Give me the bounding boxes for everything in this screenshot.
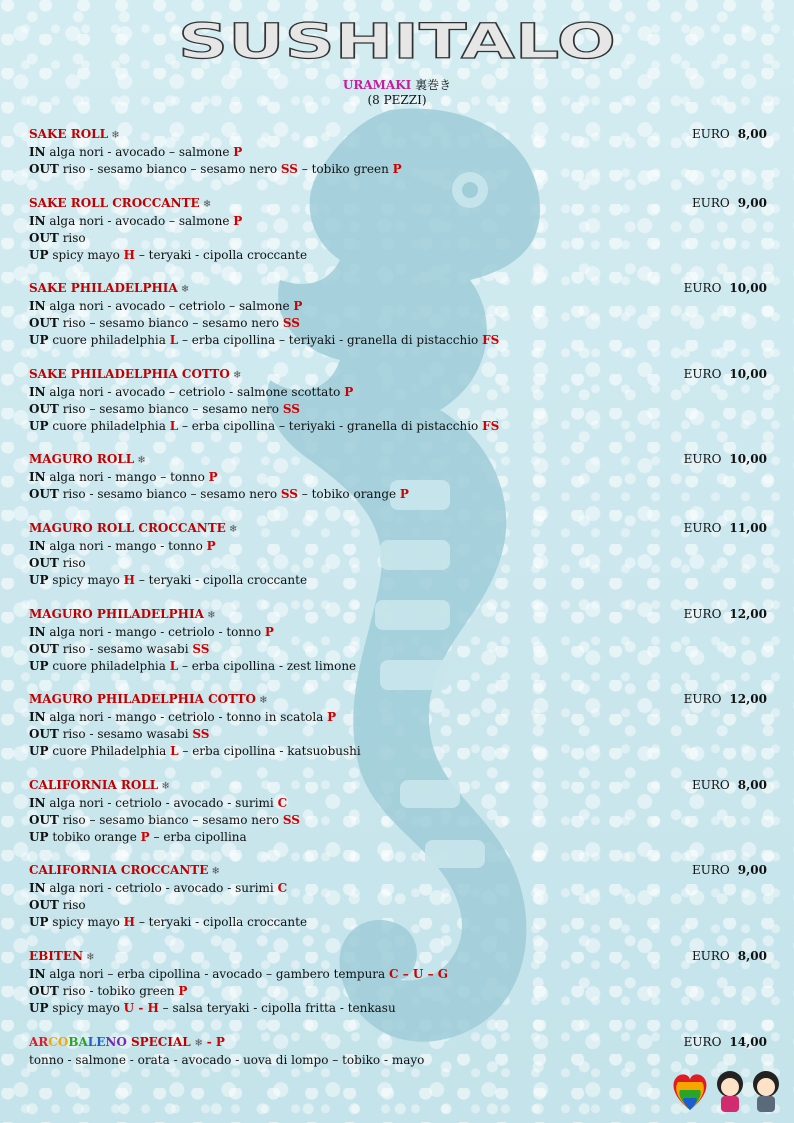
layer-label: IN — [29, 881, 46, 895]
frozen-icon: ❄ — [82, 952, 95, 963]
item-price: EURO 12,00 — [683, 692, 767, 706]
special-name-part: NO — [105, 1035, 127, 1049]
ingredients-text: – erba cipollina – teriyaki - granella di pistacchio — [178, 333, 483, 347]
ingredients-text: spicy mayo — [52, 248, 124, 262]
allergen-code: P — [327, 710, 337, 724]
ingredient-line — [29, 897, 767, 914]
ingredient-line — [29, 829, 767, 846]
special-name-part: BA — [68, 1035, 88, 1049]
allergen-code: SS — [282, 813, 300, 827]
item-name: SAKE ROLL — [29, 127, 109, 141]
item-name: CALIFORNIA CROCCANTE — [29, 863, 209, 877]
allergen-code: P — [206, 539, 216, 553]
allergen-code: SS — [280, 162, 298, 176]
layer-label: IN — [29, 299, 46, 313]
allergen-code: P — [140, 830, 150, 844]
ingredients-text: riso – sesamo bianco – sesamo nero — [62, 316, 283, 330]
ingredient-line — [29, 914, 767, 931]
item-price: EURO 9,00 — [692, 863, 767, 877]
allergen-code: FS — [482, 419, 500, 433]
layer-label: OUT — [29, 162, 59, 176]
frozen-icon: ❄ — [134, 455, 146, 466]
menu-item — [29, 862, 767, 931]
ingredients-text: – teryaki - cipolla croccante — [135, 573, 308, 587]
ingredients-text: alga nori - avocado – cetriolo - salmone scottato — [49, 385, 345, 399]
frozen-icon: ❄ — [203, 610, 216, 621]
category-name: URAMAKI — [342, 78, 412, 92]
ingredients-text: riso – sesamo bianco – sesamo nero — [62, 813, 283, 827]
allergen-code: SS — [192, 727, 210, 741]
allergen-code: H — [123, 915, 136, 929]
menu-item — [29, 777, 767, 846]
frozen-icon: ❄ — [208, 866, 220, 877]
special-name-part: SPECIAL — [126, 1035, 191, 1049]
category-japanese: 裏巻き — [415, 78, 452, 92]
ingredient-line — [29, 418, 767, 435]
ingredients-text: cuore philadelphia — [52, 333, 170, 347]
ingredients-text: cuore philadelphia — [52, 419, 170, 433]
menu-item — [29, 606, 767, 675]
ingredient-line — [29, 144, 767, 161]
menu-item — [29, 520, 767, 589]
category-heading — [0, 76, 794, 93]
ingredients-text: riso — [62, 231, 86, 245]
allergen-code: P — [233, 145, 243, 159]
ingredient-line — [29, 1000, 767, 1017]
ingredients-text: – teryaki - cipolla croccante — [135, 248, 308, 262]
ingredient-line — [29, 538, 767, 555]
frozen-icon: ❄ — [158, 781, 170, 792]
item-name: MAGURO ROLL CROCCANTE — [29, 521, 226, 535]
menu-item — [29, 451, 767, 503]
ingredients-text: riso - sesamo wasabi — [62, 727, 193, 741]
layer-label: UP — [29, 248, 49, 262]
layer-label: IN — [29, 539, 46, 553]
frozen-icon: ❄ — [199, 199, 212, 210]
allergen-code: H — [123, 573, 136, 587]
ingredients-text: alga nori – erba cipollina - avocado – gambero tempura — [49, 967, 390, 981]
ingredients-text: spicy mayo — [52, 1001, 124, 1015]
item-name: SAKE ROLL CROCCANTE — [29, 196, 200, 210]
allergen-code: SS — [280, 487, 298, 501]
allergen-code: P — [344, 385, 354, 399]
allergen-code: P — [392, 162, 402, 176]
ingredient-line — [29, 880, 767, 897]
ingredients-text: alga nori - mango - cetriolo - tonno — [49, 625, 265, 639]
layer-label: UP — [29, 830, 49, 844]
item-price: EURO 8,00 — [692, 949, 767, 963]
menu-item-special — [29, 1034, 767, 1069]
layer-label: OUT — [29, 984, 59, 998]
ingredient-line — [29, 401, 767, 418]
ingredients-text: cuore Philadelphia — [52, 744, 171, 758]
ingredients-text: – tobiko orange — [297, 487, 400, 501]
layer-label: OUT — [29, 642, 59, 656]
ingredients-text: alga nori - avocado – salmone — [49, 214, 234, 228]
allergen-code: SS — [282, 316, 300, 330]
ingredients-text: tobiko orange — [52, 830, 141, 844]
allergen-code: L — [169, 419, 179, 433]
ingredient-line — [29, 161, 767, 178]
layer-label: IN — [29, 470, 46, 484]
item-price: EURO 9,00 — [692, 196, 767, 210]
frozen-icon: ❄ — [194, 1038, 203, 1049]
item-price: EURO 10,00 — [683, 367, 767, 381]
layer-label: UP — [29, 419, 49, 433]
special-name — [29, 1035, 191, 1049]
frozen-icon: ❄ — [177, 284, 190, 295]
allergen-code: L — [170, 744, 179, 758]
layer-label: UP — [29, 659, 49, 673]
ingredient-line — [29, 983, 767, 1000]
ingredients-text: riso - sesamo bianco – sesamo nero — [62, 162, 281, 176]
allergen-code: SS — [192, 642, 210, 656]
ingredient-line — [29, 247, 767, 264]
ingredient-line — [29, 624, 767, 641]
layer-label: IN — [29, 625, 46, 639]
menu-item — [29, 280, 767, 349]
ingredients-text: riso - tobiko green — [62, 984, 179, 998]
layer-label: IN — [29, 710, 46, 724]
allergen-code: C – U – G — [389, 967, 448, 981]
layer-label: OUT — [29, 727, 59, 741]
special-allergen: - P — [206, 1035, 225, 1049]
ingredient-line — [29, 213, 767, 230]
menu-item — [29, 195, 767, 264]
allergen-code: SS — [282, 402, 300, 416]
ingredients-text: riso - sesamo bianco – sesamo nero — [62, 487, 281, 501]
ingredients-text: riso - sesamo wasabi — [62, 642, 193, 656]
ingredients-text: – erba cipollina – teriyaki - granella di pistacchio — [178, 419, 483, 433]
special-name-part: AR — [29, 1035, 49, 1049]
ingredients-text: cuore philadelphia — [52, 659, 170, 673]
ingredient-line — [29, 469, 767, 486]
rainbow-heart-icon — [674, 1074, 707, 1110]
ingredients-text: riso — [62, 898, 86, 912]
ingredients-text: riso – sesamo bianco – sesamo nero — [62, 402, 283, 416]
allergen-code: P — [264, 625, 274, 639]
item-price: EURO 11,00 — [683, 521, 767, 535]
ingredient-line — [29, 812, 767, 829]
item-name: SAKE PHILADELPHIA — [29, 281, 178, 295]
ingredients-text: spicy mayo — [52, 915, 124, 929]
layer-label: UP — [29, 744, 49, 758]
ingredient-line — [29, 315, 767, 332]
layer-label: OUT — [29, 231, 59, 245]
ingredients-text: alga nori - avocado – cetriolo – salmone — [49, 299, 294, 313]
special-description: tonno - salmone - orata - avocado - uova di lompo – tobiko - mayo — [29, 1053, 425, 1067]
allergen-code: FS — [482, 333, 500, 347]
layer-label: UP — [29, 573, 49, 587]
ingredients-text: alga nori - cetriolo - avocado - surimi — [49, 796, 278, 810]
allergen-code: P — [178, 984, 188, 998]
ingredients-text: – erba cipollina - katsuobushi — [178, 744, 361, 758]
ingredients-text: spicy mayo — [52, 573, 124, 587]
item-price: EURO 12,00 — [683, 607, 767, 621]
ingredient-line — [29, 486, 767, 503]
allergen-code: L — [169, 659, 179, 673]
allergen-code: P — [208, 470, 218, 484]
allergen-code: H — [123, 248, 136, 262]
layer-label: IN — [29, 145, 46, 159]
layer-label: OUT — [29, 813, 59, 827]
ingredient-line — [29, 966, 767, 983]
allergen-code: L — [169, 333, 179, 347]
ingredients-text: alga nori - mango - tonno — [49, 539, 207, 553]
footer-icons — [668, 1066, 788, 1116]
ingredients-text: alga nori - mango - cetriolo - tonno in scatola — [49, 710, 328, 724]
item-price: EURO 10,00 — [683, 281, 767, 295]
item-price: EURO 10,00 — [683, 452, 767, 466]
allergen-code: C — [277, 796, 288, 810]
allergen-code: P — [233, 214, 243, 228]
item-name: CALIFORNIA ROLL — [29, 778, 159, 792]
menu-item — [29, 948, 767, 1017]
ingredients-text: riso — [62, 556, 86, 570]
ingredient-line — [29, 709, 767, 726]
layer-label: IN — [29, 214, 46, 228]
ingredient-line — [29, 743, 767, 760]
allergen-code: P — [293, 299, 303, 313]
special-price: EURO 14,00 — [683, 1035, 767, 1049]
samurai-doll-icon — [753, 1071, 779, 1112]
ingredients-text: – teryaki - cipolla croccante — [135, 915, 308, 929]
ingredients-text: – tobiko green — [297, 162, 393, 176]
item-name: EBITEN — [29, 949, 83, 963]
ingredients-text: – salsa teryaki - cipolla fritta - tenkasu — [158, 1001, 396, 1015]
ingredients-text: alga nori - mango – tonno — [49, 470, 209, 484]
ingredients-text: alga nori - cetriolo - avocado - surimi — [49, 881, 278, 895]
layer-label: IN — [29, 385, 46, 399]
ingredient-line — [29, 726, 767, 743]
ingredients-text: – erba cipollina — [149, 830, 247, 844]
svg-text:SUSHITALO: SUSHITALO — [178, 20, 616, 62]
ingredient-line — [29, 332, 767, 349]
pieces-note: (8 PEZZI) — [367, 93, 427, 107]
menu-item — [29, 126, 767, 178]
frozen-icon: ❄ — [229, 370, 242, 381]
special-name-part: LE — [87, 1035, 106, 1049]
allergen-code: P — [399, 487, 409, 501]
layer-label: UP — [29, 1001, 49, 1015]
layer-label: OUT — [29, 556, 59, 570]
layer-label: OUT — [29, 487, 59, 501]
frozen-icon: ❄ — [108, 130, 120, 141]
item-name: MAGURO PHILADELPHIA — [29, 607, 204, 621]
layer-label: IN — [29, 796, 46, 810]
layer-label: UP — [29, 333, 49, 347]
layer-label: OUT — [29, 316, 59, 330]
layer-label: OUT — [29, 898, 59, 912]
ingredient-line — [29, 658, 767, 675]
ingredient-line — [29, 795, 767, 812]
item-price: EURO 8,00 — [692, 127, 767, 141]
menu-item — [29, 691, 767, 760]
ingredient-line — [29, 230, 767, 247]
ingredient-line — [29, 555, 767, 572]
ingredient-line — [29, 384, 767, 401]
ingredients-text: – erba cipollina - zest limone — [178, 659, 357, 673]
frozen-icon: ❄ — [225, 524, 238, 535]
item-price: EURO 8,00 — [692, 778, 767, 792]
ingredients-text: alga nori - avocado – salmone — [49, 145, 234, 159]
item-name: MAGURO PHILADELPHIA COTTO — [29, 692, 256, 706]
layer-label: IN — [29, 967, 46, 981]
ingredient-line — [29, 298, 767, 315]
item-name: MAGURO ROLL — [29, 452, 135, 466]
ingredient-line — [29, 641, 767, 658]
menu-item — [29, 366, 767, 435]
layer-label: OUT — [29, 402, 59, 416]
special-name-part: CO — [48, 1035, 69, 1049]
sushitalo-logo — [178, 20, 616, 62]
frozen-icon: ❄ — [255, 695, 268, 706]
layer-label: UP — [29, 915, 49, 929]
item-name: SAKE PHILADELPHIA COTTO — [29, 367, 230, 381]
allergen-code: U - H — [123, 1001, 159, 1015]
ingredient-line — [29, 572, 767, 589]
geisha-doll-icon — [717, 1071, 743, 1112]
allergen-code: C — [277, 881, 288, 895]
